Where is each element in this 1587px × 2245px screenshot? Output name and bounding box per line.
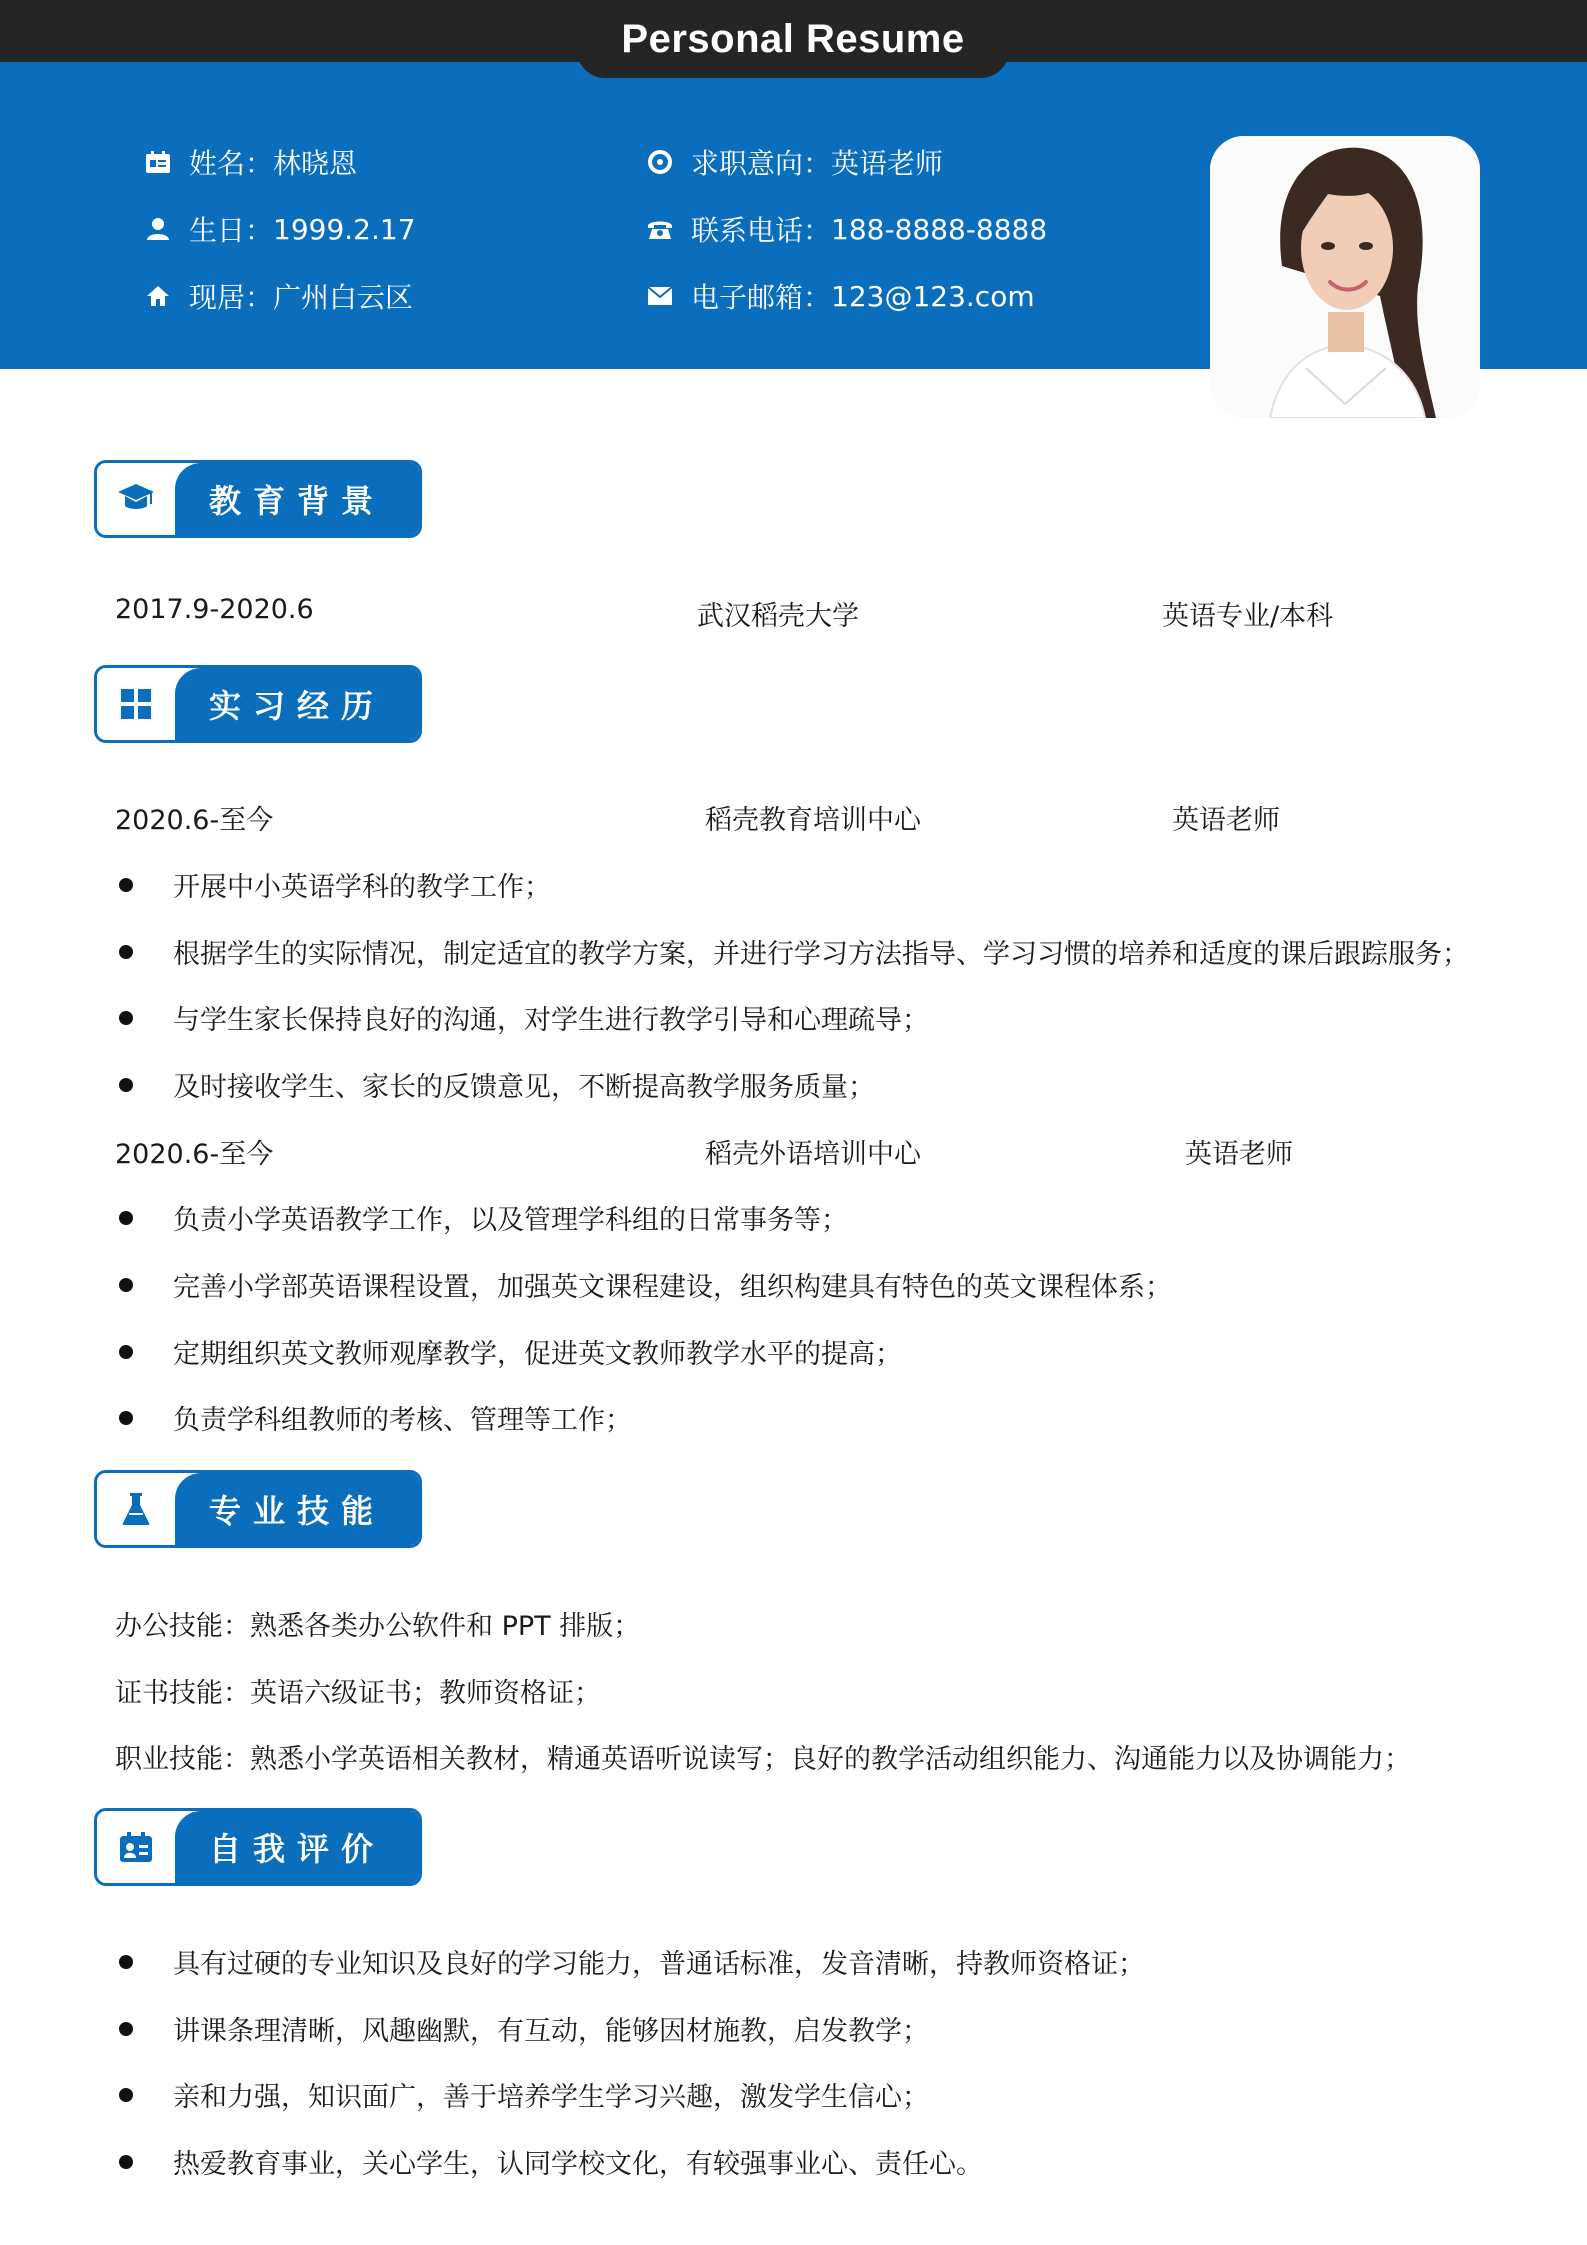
info-phone — [645, 209, 1047, 249]
job-date: 2020.6-至今 — [115, 805, 274, 836]
education-major: 英语专业/本科 — [1162, 601, 1334, 632]
section-skills-title: 专业技能 — [175, 1473, 419, 1545]
list-item — [115, 998, 929, 1037]
grid-icon — [97, 668, 175, 740]
education-school: 武汉稻壳大学 — [697, 601, 859, 632]
bullet-dot — [119, 2155, 133, 2169]
home-icon — [143, 281, 173, 311]
flask-icon — [97, 1473, 175, 1545]
list-item — [115, 932, 1469, 971]
list-item — [115, 1398, 632, 1437]
target-icon — [645, 147, 675, 177]
list-item-text: 根据学生的实际情况，制定适宜的教学方案，并进行学习方法指导、学习习惯的培养和适度的课后跟踪服务； — [173, 939, 1469, 970]
email-value: 123@123.com — [831, 279, 1035, 313]
birthday-value: 1999.2.17 — [273, 212, 416, 246]
objective-label: 求职意向： — [691, 147, 832, 180]
bullet-dot — [119, 2022, 133, 2036]
education-row — [115, 594, 1515, 634]
list-item-text: 定期组织英文教师观摩教学，促进英文教师教学水平的提高； — [173, 1339, 902, 1370]
skill-item: 职业技能：熟悉小学英语相关教材，精通英语听说读写；良好的教学活动组织能力、沟通能力以及协调能力； — [115, 1744, 1411, 1775]
list-item-text: 完善小学部英语课程设置，加强英文课程建设，组织构建具有特色的英文课程体系； — [173, 1272, 1172, 1303]
info-name — [143, 142, 357, 182]
list-item — [115, 1198, 848, 1237]
phone-value: 188-8888-8888 — [831, 212, 1048, 246]
list-item-text: 负责学科组教师的考核、管理等工作； — [173, 1405, 632, 1436]
list-item — [115, 1332, 902, 1371]
bullet-dot — [119, 1211, 133, 1225]
list-item-text: 与学生家长保持良好的沟通，对学生进行教学引导和心理疏导； — [173, 1005, 929, 1036]
section-evaluation-title: 自我评价 — [175, 1811, 419, 1883]
person-icon — [143, 214, 173, 244]
info-birthday — [143, 209, 416, 249]
list-item-text: 负责小学英语教学工作，以及管理学科组的日常事务等； — [173, 1205, 848, 1236]
graduation-cap-icon — [97, 463, 175, 535]
section-skills-header — [94, 1470, 422, 1548]
list-item — [115, 1265, 1172, 1304]
section-internship-title: 实习经历 — [175, 668, 419, 740]
section-education-header — [94, 460, 422, 538]
id-card-icon — [97, 1811, 175, 1883]
objective-value: 英语老师 — [831, 147, 944, 180]
list-item — [115, 2142, 983, 2181]
bullet-dot — [119, 2088, 133, 2102]
bullet-dot — [119, 1278, 133, 1292]
job-row — [115, 1132, 1515, 1172]
list-item-text: 及时接收学生、家长的反馈意见，不断提高教学服务质量； — [173, 1072, 875, 1103]
email-label: 电子邮箱： — [691, 281, 832, 314]
job-role: 英语老师 — [1185, 1139, 1293, 1170]
profile-photo — [1210, 136, 1480, 418]
residence-value: 广州白云区 — [273, 281, 414, 314]
info-residence — [143, 276, 413, 316]
phone-label: 联系电话： — [691, 214, 832, 247]
name-value: 林晓恩 — [273, 147, 358, 180]
job-row — [115, 798, 1515, 838]
list-item — [115, 1942, 1145, 1981]
job-role: 英语老师 — [1172, 805, 1280, 836]
list-item — [115, 1065, 875, 1104]
bullet-dot — [119, 878, 133, 892]
phone-icon — [645, 214, 675, 244]
birthday-label: 生日： — [189, 214, 274, 247]
residence-label: 现居： — [189, 281, 274, 314]
list-item — [115, 2009, 929, 2048]
education-date: 2017.9-2020.6 — [115, 594, 314, 625]
section-internship-header — [94, 665, 422, 743]
list-item — [115, 2075, 929, 2114]
job-org: 稻壳教育培训中心 — [705, 805, 921, 836]
info-email — [645, 276, 1035, 316]
list-item-text: 讲课条理清晰，风趣幽默，有互动，能够因材施教，启发教学； — [173, 2016, 929, 2047]
section-evaluation-header — [94, 1808, 422, 1886]
list-item-text: 亲和力强，知识面广，善于培养学生学习兴趣，激发学生信心； — [173, 2082, 929, 2113]
page-title: Personal Resume — [577, 0, 1009, 78]
bullet-dot — [119, 1078, 133, 1092]
name-label: 姓名： — [189, 147, 274, 180]
job-org: 稻壳外语培训中心 — [705, 1139, 921, 1170]
list-item-text: 开展中小英语学科的教学工作； — [173, 872, 551, 903]
list-item-text: 具有过硬的专业知识及良好的学习能力，普通话标准，发音清晰，持教师资格证； — [173, 1949, 1145, 1980]
bullet-dot — [119, 1955, 133, 1969]
skill-item: 办公技能：熟悉各类办公软件和 PPT 排版； — [115, 1611, 641, 1642]
skill-item: 证书技能：英语六级证书；教师资格证； — [115, 1678, 601, 1709]
bullet-dot — [119, 1345, 133, 1359]
bullet-dot — [119, 1411, 133, 1425]
bullet-dot — [119, 1011, 133, 1025]
name-card-icon — [143, 147, 173, 177]
list-item-text: 热爱教育事业，关心学生，认同学校文化，有较强事业心、责任心。 — [173, 2149, 983, 2180]
info-objective — [645, 142, 943, 182]
bullet-dot — [119, 945, 133, 959]
section-education-title: 教育背景 — [175, 463, 419, 535]
header-banner — [0, 62, 1587, 369]
list-item — [115, 865, 551, 904]
mail-icon — [645, 281, 675, 311]
job-date: 2020.6-至今 — [115, 1139, 274, 1170]
